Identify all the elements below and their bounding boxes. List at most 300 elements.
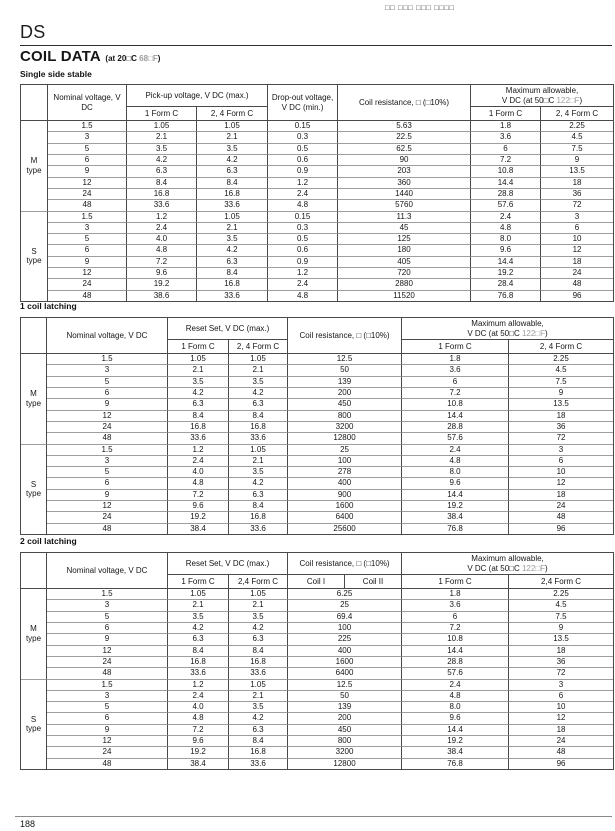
data-row [21, 691, 613, 702]
value-cell: 2.25 [509, 354, 613, 365]
value-cell: 6 [402, 612, 509, 623]
value-cell: 3200 [288, 422, 402, 433]
col-header-coil-resistance: Coil resistance, □ (□10%) [338, 85, 471, 121]
value-cell: 3 [47, 691, 168, 702]
col-header-coil-resistance: Coil resistance, □ (□10%) [288, 318, 402, 354]
value-cell: 4.0 [168, 702, 229, 713]
max-allowable-alt-unit: 122□F [521, 563, 546, 573]
value-cell: 9 [509, 388, 613, 399]
value-cell: 4.2 [229, 478, 288, 489]
value-cell: 2880 [338, 279, 471, 290]
col-header-pickup-voltage: Pick-up voltage, V DC (max.) [127, 85, 268, 107]
value-cell: 12.5 [288, 354, 402, 365]
col-header-max-allowable [471, 85, 613, 107]
data-row [21, 490, 613, 501]
value-cell: 450 [288, 725, 402, 736]
data-row [21, 132, 613, 143]
max-allowable-line1: Maximum allowable, [471, 319, 544, 328]
max-allowable-paren: ) [579, 95, 583, 105]
subcol-pickup-24formc: 2, 4 Form C [197, 107, 268, 121]
value-cell: 7.5 [541, 144, 613, 155]
value-cell: 14.4 [402, 646, 509, 657]
value-cell: 57.6 [402, 433, 509, 444]
value-cell: 19.2 [402, 501, 509, 512]
value-cell: 9 [48, 257, 127, 268]
value-cell: 0.3 [268, 223, 338, 234]
value-cell: 13.5 [541, 166, 613, 177]
type-label-m: M type [21, 121, 48, 211]
value-cell: 9 [541, 155, 613, 166]
subcol-reset-1formc: 1 Form C [168, 340, 229, 354]
data-row [21, 155, 613, 166]
value-cell: 2.4 [471, 212, 541, 223]
value-cell: 4.8 [127, 245, 197, 256]
table-2-coil-latching [20, 552, 614, 770]
value-cell: 5.63 [338, 121, 471, 132]
max-allowable-alt-unit: 122□F [556, 95, 580, 105]
value-cell: 6 [48, 245, 127, 256]
value-cell: 33.6 [229, 759, 288, 769]
value-cell: 6.3 [168, 399, 229, 410]
value-cell: 1.2 [168, 680, 229, 691]
value-cell: 25600 [288, 524, 402, 534]
value-cell: 2.1 [168, 600, 229, 611]
subcol-pickup-1formc: 1 Form C [127, 107, 197, 121]
subcol-max-24formc: 2,4 Form C [509, 575, 613, 589]
value-cell: 24 [509, 736, 613, 747]
value-cell: 28.8 [402, 422, 509, 433]
value-cell: 3.6 [402, 600, 509, 611]
value-cell: 9 [47, 490, 168, 501]
value-cell: 1.5 [48, 121, 127, 132]
value-cell: 12 [541, 245, 613, 256]
value-cell: 4.8 [402, 456, 509, 467]
value-cell: 24 [541, 268, 613, 279]
value-cell: 10.8 [402, 634, 509, 645]
value-cell: 8.4 [127, 178, 197, 189]
value-cell: 33.6 [197, 291, 268, 301]
value-cell: 9.6 [127, 268, 197, 279]
value-cell: 12.5 [288, 680, 402, 691]
value-cell: 8.4 [229, 646, 288, 657]
value-cell: 5 [48, 234, 127, 245]
value-cell: 1.05 [229, 445, 288, 456]
value-cell: 57.6 [402, 668, 509, 679]
value-cell: 69.4 [288, 612, 402, 623]
data-row [21, 736, 613, 747]
value-cell: 8.4 [229, 736, 288, 747]
value-cell: 10 [541, 234, 613, 245]
max-allowable-line2: V DC (at 50□C [501, 95, 557, 105]
value-cell: 19.2 [168, 512, 229, 523]
data-row [21, 646, 613, 657]
header-row [21, 85, 613, 107]
value-cell: 33.6 [229, 668, 288, 679]
value-cell: 1.5 [47, 445, 168, 456]
header-note-glyphs: □□ □□□ □□□ □□□□ [385, 3, 455, 12]
value-cell: 450 [288, 399, 402, 410]
value-cell: 38.4 [402, 512, 509, 523]
value-cell: 1.2 [168, 445, 229, 456]
data-row [21, 121, 613, 132]
value-cell: 12 [47, 646, 168, 657]
data-row [21, 589, 613, 600]
value-cell: 18 [541, 257, 613, 268]
value-cell: 8.4 [197, 178, 268, 189]
subcol-max-24formc: 2, 4 Form C [509, 340, 613, 354]
value-cell: 12 [47, 501, 168, 512]
value-cell: 48 [509, 747, 613, 758]
data-row [21, 279, 613, 290]
value-cell: 16.8 [197, 279, 268, 290]
value-cell: 9.6 [168, 736, 229, 747]
subcol-max-24formc: 2, 4 Form C [541, 107, 613, 121]
value-cell: 9 [48, 166, 127, 177]
value-cell: 9 [47, 399, 168, 410]
value-cell: 0.15 [268, 121, 338, 132]
col-header-nominal-voltage: Nominal voltage, V DC [47, 318, 168, 354]
data-row [21, 501, 613, 512]
value-cell: 24 [47, 422, 168, 433]
value-cell: 9.6 [402, 478, 509, 489]
value-cell: 4.8 [268, 200, 338, 211]
value-cell: 100 [288, 623, 402, 634]
data-row [21, 257, 613, 268]
value-cell: 12 [47, 736, 168, 747]
value-cell: 6.3 [168, 634, 229, 645]
value-cell: 25 [288, 445, 402, 456]
value-cell: 3.5 [168, 612, 229, 623]
col-header-reset-set-voltage: Reset Set, V DC (max.) [168, 318, 288, 340]
value-cell: 12 [48, 178, 127, 189]
col-header-reset-set-voltage: Reset Set, V DC (max.) [168, 553, 288, 575]
value-cell: 3.5 [168, 377, 229, 388]
data-row [21, 478, 613, 489]
data-row [21, 377, 613, 388]
value-cell: 24 [47, 512, 168, 523]
title-paren: ) [157, 54, 161, 63]
value-cell: 13.5 [509, 634, 613, 645]
value-cell: 38.4 [168, 759, 229, 769]
value-cell: 2.4 [402, 445, 509, 456]
value-cell: 16.8 [168, 422, 229, 433]
value-cell: 0.6 [268, 245, 338, 256]
type-label-s: S type [21, 212, 48, 301]
footer-divider [15, 816, 612, 817]
value-cell: 100 [288, 456, 402, 467]
data-row [21, 144, 613, 155]
value-cell: 62.5 [338, 144, 471, 155]
value-cell: 4.0 [127, 234, 197, 245]
value-cell: 12 [48, 268, 127, 279]
value-cell: 2.25 [509, 589, 613, 600]
subcol-reset-24formc: 2, 4 Form C [229, 340, 288, 354]
value-cell: 1.05 [168, 354, 229, 365]
value-cell: 96 [556, 523, 566, 533]
value-cell: 9.6 [168, 501, 229, 512]
value-cell: 1.05 [229, 680, 288, 691]
value-cell: 48 [541, 279, 613, 290]
value-cell: 800 [288, 411, 402, 422]
value-cell: 19.2 [168, 747, 229, 758]
value-cell: 72 [541, 200, 613, 211]
value-cell: 200 [288, 388, 402, 399]
page-number: 188 [20, 819, 36, 829]
max-allowable-paren: ) [545, 563, 548, 573]
value-cell: 57.6 [471, 200, 541, 211]
value-cell: 1600 [288, 501, 402, 512]
corner-cell [21, 318, 47, 354]
subcol-coil-ii: Coil II [345, 575, 402, 589]
value-cell: 4.2 [197, 155, 268, 166]
data-row [21, 657, 613, 668]
value-cell: 1.5 [48, 212, 127, 223]
value-cell: 12800 [288, 759, 402, 769]
value-cell: 6 [509, 456, 613, 467]
value-cell: 1.05 [229, 354, 288, 365]
value-cell: 5 [47, 467, 168, 478]
value-cell: 76.8 [402, 759, 509, 769]
value-cell: 38.6 [127, 291, 197, 301]
value-cell: 139 [288, 377, 402, 388]
subcol-max-1formc: 1 Form C [402, 340, 509, 354]
value-cell: 400 [288, 646, 402, 657]
value-cell: 3 [48, 223, 127, 234]
value-cell: 0.9 [268, 166, 338, 177]
value-cell: 7.2 [127, 257, 197, 268]
value-cell: 4.8 [168, 713, 229, 724]
data-row [21, 399, 613, 410]
value-cell: 3 [47, 365, 168, 376]
value-cell: 24 [47, 747, 168, 758]
value-cell: 24 [509, 501, 613, 512]
value-cell: 13.5 [509, 399, 613, 410]
value-cell: 4.8 [402, 691, 509, 702]
value-cell: 6.3 [229, 725, 288, 736]
section-title-1-coil-latching: 1 coil latching [20, 301, 77, 311]
value-cell: 4.8 [471, 223, 541, 234]
value-cell: 7.2 [471, 155, 541, 166]
value-cell: 14.4 [402, 725, 509, 736]
value-cell: 6.3 [229, 490, 288, 501]
value-cell: 2.1 [127, 132, 197, 143]
type-label-m: M type [21, 589, 47, 679]
value-cell: 2.1 [197, 132, 268, 143]
value-cell: 1600 [288, 657, 402, 668]
data-row [21, 212, 613, 223]
value-cell: 33.6 [229, 524, 288, 534]
value-cell: 4.5 [509, 365, 613, 376]
value-cell: 9.6 [471, 245, 541, 256]
value-cell: 1.2 [268, 268, 338, 279]
product-series-title: DS [20, 22, 46, 42]
value-cell: 8.4 [229, 411, 288, 422]
value-cell: 1.2 [268, 178, 338, 189]
value-cell: 1.5 [47, 354, 168, 365]
type-label-s: S type [21, 680, 47, 769]
page-title [20, 48, 160, 66]
value-cell: 2.1 [168, 365, 229, 376]
value-cell: 1.05 [197, 212, 268, 223]
value-cell: 3.5 [229, 612, 288, 623]
value-cell: 2.4 [268, 279, 338, 290]
value-cell: 18 [509, 725, 613, 736]
value-cell: 4.8 [268, 291, 338, 301]
value-cell: 7.5 [509, 377, 613, 388]
value-cell: 96 [556, 758, 566, 768]
value-cell: 1.8 [471, 121, 541, 132]
value-cell: 33.6 [168, 668, 229, 679]
data-row [21, 433, 613, 444]
value-cell: 3 [509, 680, 613, 691]
value-cell: 38.4 [168, 524, 229, 534]
value-cell: 96 [572, 290, 582, 300]
value-cell: 4.2 [127, 155, 197, 166]
col-header-max-allowable [402, 318, 613, 340]
value-cell: 16.8 [127, 189, 197, 200]
value-cell: 800 [288, 736, 402, 747]
value-cell: 1.5 [47, 589, 168, 600]
value-cell: 12 [509, 478, 613, 489]
value-cell: 14.4 [402, 411, 509, 422]
data-row [21, 713, 613, 724]
max-allowable-line1: Maximum allowable, [471, 554, 544, 563]
data-row [21, 634, 613, 645]
header-divider [20, 45, 612, 46]
subcol-reset-1formc: 1 Form C [168, 575, 229, 589]
value-cell: 3.5 [127, 144, 197, 155]
value-cell: 6 [48, 155, 127, 166]
value-cell: 48 [509, 512, 613, 523]
value-cell: 36 [541, 189, 613, 200]
value-cell: 18 [509, 646, 613, 657]
value-cell: 360 [338, 178, 471, 189]
value-cell: 720 [338, 268, 471, 279]
value-cell: 12 [509, 713, 613, 724]
value-cell: 1.05 [168, 589, 229, 600]
value-cell: 3.5 [229, 467, 288, 478]
value-cell: 8.0 [402, 702, 509, 713]
col-header-coil-resistance: Coil resistance, □ (□10%) [288, 553, 402, 575]
value-cell: 6 [541, 223, 613, 234]
value-cell: 14.4 [471, 257, 541, 268]
value-cell: 4.8 [168, 478, 229, 489]
data-row [21, 456, 613, 467]
value-cell: 25 [288, 600, 402, 611]
section-title-single-side-stable: Single side stable [20, 69, 92, 79]
corner-cell [21, 553, 47, 589]
value-cell: 3.5 [229, 702, 288, 713]
data-row [21, 524, 613, 534]
value-cell: 225 [288, 634, 402, 645]
value-cell: 28.8 [471, 189, 541, 200]
value-cell: 9.6 [402, 713, 509, 724]
value-cell: 900 [288, 490, 402, 501]
value-cell: 6.25 [288, 589, 402, 600]
header-row [21, 553, 613, 575]
data-row [21, 365, 613, 376]
col-header-dropout-voltage: Drop-out voltage, V DC (min.) [268, 85, 338, 121]
value-cell: 36 [509, 422, 613, 433]
value-cell: 0.5 [268, 234, 338, 245]
value-cell: 6400 [288, 668, 402, 679]
data-row [21, 166, 613, 177]
value-cell: 1.5 [47, 680, 168, 691]
value-cell: 11520 [338, 291, 471, 301]
data-row [21, 445, 613, 456]
data-row [21, 680, 613, 691]
value-cell: 48 [47, 759, 168, 769]
value-cell: 278 [288, 467, 402, 478]
subcol-reset-24formc: 2,4 Form C [229, 575, 288, 589]
col-header-nominal-voltage: Nominal voltage, V DC [48, 85, 127, 121]
col-header-max-allowable [402, 553, 613, 575]
value-cell: 4.2 [168, 388, 229, 399]
table-1-coil-latching [20, 317, 614, 535]
value-cell: 7.2 [168, 725, 229, 736]
value-cell: 9 [47, 725, 168, 736]
value-cell: 6400 [288, 512, 402, 523]
data-row [21, 702, 613, 713]
value-cell: 1.2 [127, 212, 197, 223]
data-row [21, 223, 613, 234]
value-cell: 6.3 [197, 257, 268, 268]
value-cell: 24 [48, 189, 127, 200]
value-cell: 2.25 [541, 121, 613, 132]
value-cell: 1.8 [402, 589, 509, 600]
data-row [21, 245, 613, 256]
value-cell: 16.8 [168, 657, 229, 668]
corner-cell [21, 85, 48, 121]
data-row [21, 668, 613, 679]
value-cell: 6 [47, 478, 168, 489]
value-cell: 10 [509, 702, 613, 713]
value-cell: 2.1 [229, 600, 288, 611]
value-cell: 5760 [338, 200, 471, 211]
value-cell: 18 [509, 490, 613, 501]
value-cell: 16.8 [197, 189, 268, 200]
value-cell: 12 [47, 411, 168, 422]
value-cell: 4.5 [509, 600, 613, 611]
value-cell: 72 [509, 433, 613, 444]
table-body [21, 121, 613, 301]
value-cell: 28.4 [471, 279, 541, 290]
value-cell: 19.2 [471, 268, 541, 279]
value-cell: 139 [288, 702, 402, 713]
value-cell: 5 [48, 144, 127, 155]
data-row [21, 612, 613, 623]
value-cell: 0.6 [268, 155, 338, 166]
value-cell: 400 [288, 478, 402, 489]
value-cell: 33.6 [197, 200, 268, 211]
value-cell: 50 [288, 365, 402, 376]
value-cell: 2.4 [168, 691, 229, 702]
value-cell: 2.1 [229, 456, 288, 467]
value-cell: 8.4 [197, 268, 268, 279]
value-cell: 5 [47, 377, 168, 388]
value-cell: 3 [541, 212, 613, 223]
value-cell: 6 [47, 713, 168, 724]
value-cell: 10 [509, 467, 613, 478]
value-cell: 6.3 [229, 634, 288, 645]
value-cell: 0.15 [268, 212, 338, 223]
value-cell: 7.2 [402, 388, 509, 399]
value-cell: 3.5 [197, 234, 268, 245]
value-cell: 19.2 [402, 736, 509, 747]
value-cell: 28.8 [402, 657, 509, 668]
data-row [21, 291, 613, 301]
value-cell: 18 [509, 411, 613, 422]
